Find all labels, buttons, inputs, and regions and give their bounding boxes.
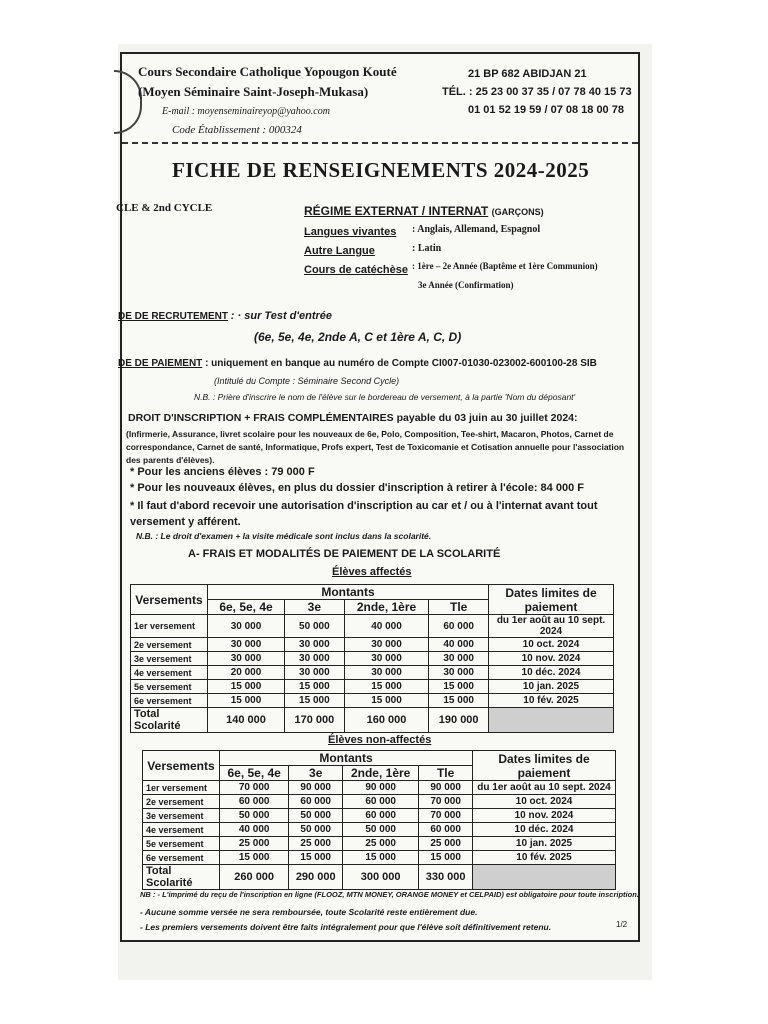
amount-cell: 50 000 <box>220 809 289 823</box>
amount-cell: 70 000 <box>419 809 473 823</box>
table-row <box>131 666 614 680</box>
versement-label: 3e versement <box>131 652 208 666</box>
amount-cell: 30 000 <box>285 666 345 680</box>
paiement-intitule: (Intitulé du Compte : Séminaire Second Cycle) <box>214 376 400 386</box>
deadline-cell: 10 oct. 2024 <box>489 638 614 652</box>
bullet-nouveaux-text: Pour les nouveaux élèves, en plus du dossier d'inscription à retirer à l'école: 84 000 F <box>137 482 584 494</box>
section-a-title: A- FRAIS ET MODALITÉS DE PAIEMENT DE LA SCOLARITÉ <box>188 548 501 560</box>
school-name: Cours Secondaire Catholique Yopougon Kouté <box>138 64 397 79</box>
header-dates: Dates limites de paiement <box>489 585 614 615</box>
amount-cell: 25 000 <box>343 837 419 851</box>
table-row <box>143 781 616 795</box>
amount-cell: 15 000 <box>429 694 489 708</box>
versement-label: 1er versement <box>143 781 220 795</box>
amount-cell: 15 000 <box>343 851 419 865</box>
amount-cell: 60 000 <box>220 795 289 809</box>
amount-cell: 30 000 <box>344 638 429 652</box>
amount-cell: 50 000 <box>285 615 345 638</box>
amount-cell: 70 000 <box>220 781 289 795</box>
col-header: Tle <box>419 766 473 781</box>
table-row <box>143 809 616 823</box>
recrutement-value: : · sur Test d'entrée <box>230 310 333 322</box>
header-dates: Dates limites de paiement <box>473 751 616 781</box>
header-versements: Versements <box>143 751 220 781</box>
total-cell: 330 000 <box>419 865 473 890</box>
page-title: FICHE DE RENSEIGNEMENTS 2024-2025 <box>172 158 590 182</box>
droit-details: (Infirmerie, Assurance, livret scolaire pour les nouveaux de 6e, Polo, Composition, Tee-shirt, Macaron, Photos, Carnet de correspondance, Carnet de santé, Informatique, Profs expert, Test de Toxicomanie et Cotisation annuelle pour l'association des parents d'élèves). <box>126 429 625 465</box>
droit-title: DROIT D'INSCRIPTION + FRAIS COMPLÉMENTAIRES payable du 03 juin au 30 juillet 2024: <box>128 412 578 424</box>
table-row <box>131 638 614 652</box>
deadline-cell: 10 nov. 2024 <box>473 809 616 823</box>
versement-label: 3e versement <box>143 809 220 823</box>
amount-cell: 90 000 <box>419 781 473 795</box>
col-header: 3e <box>285 600 345 615</box>
deadline-cell: du 1er août au 10 sept. 2024 <box>489 615 614 638</box>
total-row <box>143 865 616 890</box>
amount-cell: 40 000 <box>429 638 489 652</box>
deadline-cell: 10 nov. 2024 <box>489 652 614 666</box>
bullet-anciens-text: Pour les anciens élèves : 79 000 F <box>137 466 315 478</box>
amount-cell: 90 000 <box>289 781 343 795</box>
regime-title: RÉGIME EXTERNAT / INTERNAT <box>304 204 489 218</box>
versement-label: 4e versement <box>143 823 220 837</box>
amount-cell: 15 000 <box>285 680 345 694</box>
amount-cell: 15 000 <box>429 680 489 694</box>
table-row <box>131 680 614 694</box>
header-divider <box>122 142 638 144</box>
col-header: Tle <box>429 600 489 615</box>
table-row <box>143 795 616 809</box>
info-value-catechese: : 1ère – 2e Année (Baptême et 1ère Communion) <box>412 261 598 271</box>
cycle-label: CLE & 2nd CYCLE <box>116 202 213 214</box>
info-value-autre: : Latin <box>412 243 442 254</box>
deadline-cell: 10 fév. 2025 <box>489 694 614 708</box>
col-header: 6e, 5e, 4e <box>220 766 289 781</box>
versement-label: 2e versement <box>143 795 220 809</box>
paiement-nb: N.B. : Prière d'inscrire le nom de l'élève sur le bordereau de versement, à la partie 'Nom du déposant' <box>194 392 576 402</box>
total-label: Total Scolarité <box>131 708 208 733</box>
seminary-name: (Moyen Séminaire Saint-Joseph-Mukasa) <box>138 84 369 99</box>
total-label: Total Scolarité <box>143 865 220 890</box>
amount-cell: 15 000 <box>220 851 289 865</box>
info-label-autre: Autre Langue <box>304 245 375 257</box>
footer-nb-1: NB : - L'imprimé du reçu de l'inscription en ligne (FLOOZ, MTN MONEY, ORANGE MONEY et CELPAID) est obligatoire pour toute inscription. <box>140 890 639 899</box>
deadline-cell: 10 oct. 2024 <box>473 795 616 809</box>
amount-cell: 50 000 <box>289 809 343 823</box>
amount-cell: 30 000 <box>429 652 489 666</box>
info-value-langues: : Anglais, Allemand, Espagnol <box>412 224 541 235</box>
info-label-langues: Langues vivantes <box>304 226 397 238</box>
header-montants: Montants <box>208 585 489 600</box>
amount-cell: 15 000 <box>419 851 473 865</box>
amount-cell: 30 000 <box>208 615 285 638</box>
total-row <box>131 708 614 733</box>
col-header: 6e, 5e, 4e <box>208 600 285 615</box>
establishment-code: Code Établissement : 000324 <box>172 124 302 136</box>
table-row <box>131 694 614 708</box>
regime-suffix: (GARÇONS) <box>491 207 544 217</box>
amount-cell: 70 000 <box>419 795 473 809</box>
amount-cell: 30 000 <box>285 638 345 652</box>
amount-cell: 30 000 <box>208 638 285 652</box>
catechese-line-2: 3e Année (Confirmation) <box>418 280 514 290</box>
deadline-cell: 10 jan. 2025 <box>489 680 614 694</box>
affectes-title: Élèves affectés <box>332 566 412 578</box>
table-row <box>143 823 616 837</box>
versement-label: 5e versement <box>143 837 220 851</box>
amount-cell: 15 000 <box>208 694 285 708</box>
amount-cell: 50 000 <box>343 823 419 837</box>
total-cell: 160 000 <box>344 708 429 733</box>
recrutement-classes: (6e, 5e, 4e, 2nde A, C et 1ère A, C, D) <box>254 330 462 344</box>
regime-label <box>304 204 544 218</box>
bullet-nouveaux: * Pour les nouveaux élèves, en plus du dossier d'inscription à retirer à l'école: 84 000 F <box>130 482 584 494</box>
total-cell: 170 000 <box>285 708 345 733</box>
deadline-cell: 10 jan. 2025 <box>473 837 616 851</box>
amount-cell: 15 000 <box>344 694 429 708</box>
footer-nb-3: - Les premiers versements doivent être faits intégralement pour que l'élève soit définitivement retenu. <box>140 922 552 932</box>
phone-line-2: 01 01 52 19 59 / 07 08 18 00 78 <box>468 104 624 116</box>
total-cell: 290 000 <box>289 865 343 890</box>
amount-cell: 60 000 <box>343 809 419 823</box>
versement-label: 6e versement <box>143 851 220 865</box>
versement-label: 4e versement <box>131 666 208 680</box>
versement-label: 6e versement <box>131 694 208 708</box>
total-cell: 140 000 <box>208 708 285 733</box>
info-label-catechese: Cours de catéchèse <box>304 264 408 276</box>
bullet-autorisation-text: Il faut d'abord recevoir une autorisation d'inscription au car et / ou à l'internat avant tout versement y afférent. <box>130 500 598 528</box>
header-montants: Montants <box>220 751 473 766</box>
email-line: E-mail : moyenseminaireyop@yahoo.com <box>162 106 330 117</box>
amount-cell: 15 000 <box>289 851 343 865</box>
amount-cell: 30 000 <box>208 652 285 666</box>
total-cell: 300 000 <box>343 865 419 890</box>
amount-cell: 20 000 <box>208 666 285 680</box>
amount-cell: 25 000 <box>419 837 473 851</box>
amount-cell: 15 000 <box>285 694 345 708</box>
amount-cell: 30 000 <box>429 666 489 680</box>
postal-address: 21 BP 682 ABIDJAN 21 <box>468 68 587 80</box>
page-number: 1/2 <box>616 920 628 929</box>
versement-label: 5e versement <box>131 680 208 694</box>
amount-cell: 60 000 <box>429 615 489 638</box>
header-versements: Versements <box>131 585 208 615</box>
bullet-anciens: * Pour les anciens élèves : 79 000 F <box>130 466 315 478</box>
versement-label: 1er versement <box>131 615 208 638</box>
amount-cell: 30 000 <box>344 666 429 680</box>
deadline-cell: du 1er août au 10 sept. 2024 <box>473 781 616 795</box>
amount-cell: 25 000 <box>289 837 343 851</box>
document-sheet <box>116 52 640 942</box>
table-row <box>143 837 616 851</box>
deadline-cell: 10 fév. 2025 <box>473 851 616 865</box>
amount-cell: 50 000 <box>289 823 343 837</box>
recrutement-label: DE DE RECRUTEMENT <box>118 311 229 322</box>
table-row <box>131 652 614 666</box>
col-header: 2nde, 1ère <box>343 766 419 781</box>
droit-nb: N.B. : Le droit d'examen + la visite médicale sont inclus dans la scolarité. <box>136 531 432 541</box>
amount-cell: 90 000 <box>343 781 419 795</box>
total-cell: 260 000 <box>220 865 289 890</box>
table-row <box>143 851 616 865</box>
total-cell: 190 000 <box>429 708 489 733</box>
amount-cell: 40 000 <box>344 615 429 638</box>
non-affectes-title: Élèves non-affectés <box>328 734 432 746</box>
amount-cell: 25 000 <box>220 837 289 851</box>
footer-nb-2: - Aucune somme versée ne sera remboursée, toute Scolarité reste entièrement due. <box>140 907 478 917</box>
amount-cell: 60 000 <box>343 795 419 809</box>
amount-cell: 15 000 <box>208 680 285 694</box>
amount-cell: 40 000 <box>220 823 289 837</box>
amount-cell: 15 000 <box>344 680 429 694</box>
table-row <box>131 615 614 638</box>
total-date-blank <box>473 865 616 890</box>
amount-cell: 60 000 <box>289 795 343 809</box>
paiement-label: DE DE PAIEMENT <box>118 358 203 369</box>
versement-label: 2e versement <box>131 638 208 652</box>
deadline-cell: 10 déc. 2024 <box>489 666 614 680</box>
bullet-autorisation: * Il faut d'abord recevoir une autorisation d'inscription au car et / ou à l'internat avant tout versement y afférent. <box>130 500 598 528</box>
recrutement-line <box>118 310 332 322</box>
table-non-affectes <box>142 750 616 890</box>
phone-line-1: TÉL. : 25 23 00 37 35 / 07 78 40 15 73 <box>442 86 632 98</box>
col-header: 2nde, 1ère <box>344 600 429 615</box>
amount-cell: 30 000 <box>285 652 345 666</box>
total-date-blank <box>489 708 614 733</box>
paiement-line <box>118 358 597 369</box>
amount-cell: 60 000 <box>419 823 473 837</box>
paiement-value: : uniquement en banque au numéro de Compte CI007-01030-023002-600100-28 SIB <box>205 358 597 369</box>
deadline-cell: 10 déc. 2024 <box>473 823 616 837</box>
col-header: 3e <box>289 766 343 781</box>
table-affectes <box>130 584 614 733</box>
amount-cell: 30 000 <box>344 652 429 666</box>
